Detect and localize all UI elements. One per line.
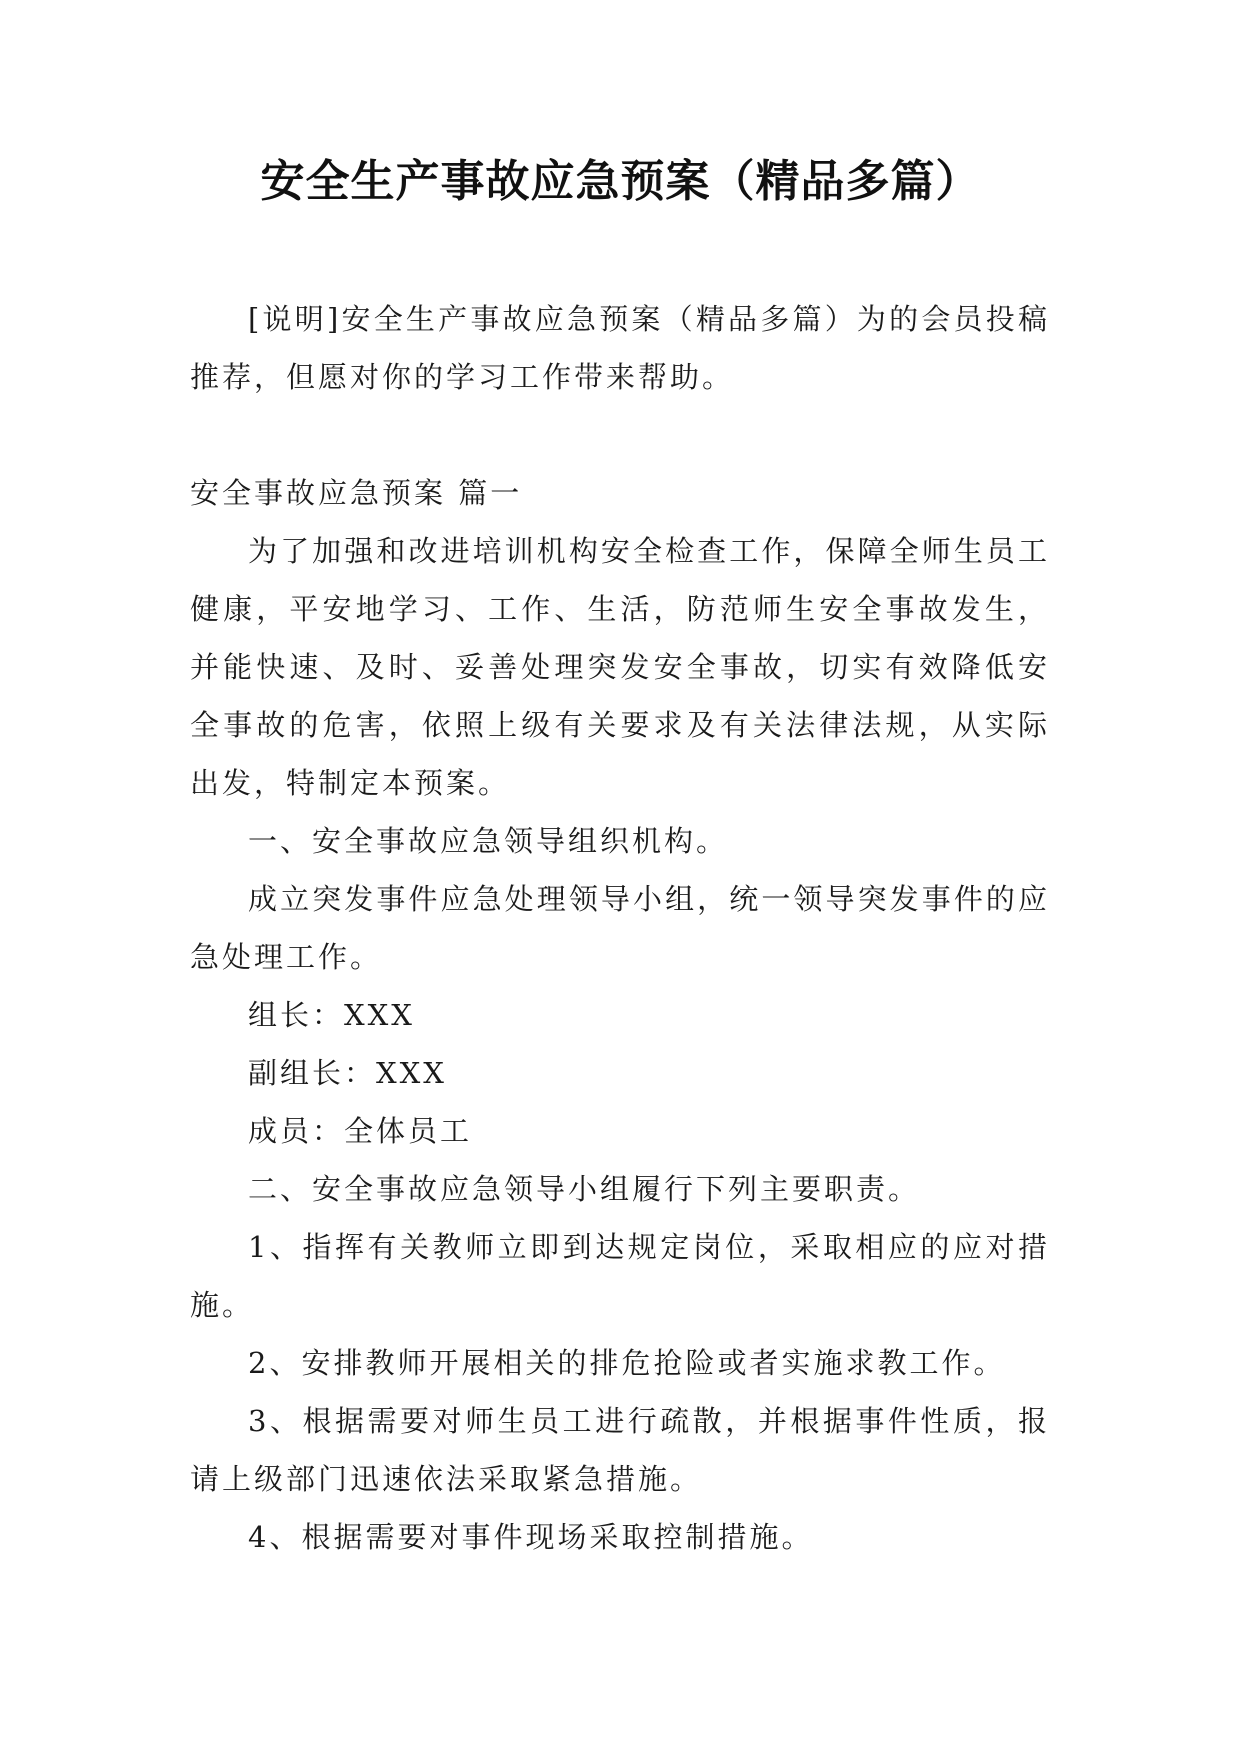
paragraph-duty-4: 4、根据需要对事件现场采取控制措施。 [248, 1520, 814, 1554]
paragraph-leader: 组长：XXX [248, 998, 415, 1032]
paragraph-org-desc: 成立突发事件应急处理领导小组，统一领导突发事件的应急处理工作。 [190, 882, 1050, 974]
document-body [190, 290, 1050, 1566]
document-title: 安全生产事故应急预案（精品多篇） [260, 156, 981, 207]
paragraph-org-heading: 一、安全事故应急领导组织机构。 [248, 824, 729, 858]
section-heading: 安全事故应急预案 篇一 [190, 476, 523, 510]
paragraph-duty-2: 2、安排教师开展相关的排危抢险或者实施求教工作。 [248, 1346, 1006, 1380]
paragraph-deputy-leader: 副组长：XXX [248, 1056, 447, 1090]
paragraph-duty-1: 1、指挥有关教师立即到达规定岗位，采取相应的应对措施。 [190, 1230, 1050, 1322]
intro-paragraph: [说明]安全生产事故应急预案（精品多篇）为的会员投稿推荐，但愿对你的学习工作带来帮助。 [190, 302, 1050, 394]
blank-line [190, 406, 1050, 464]
paragraph-purpose: 为了加强和改进培训机构安全检查工作，保障全师生员工健康，平安地学习、工作、生活，防范师生安全事故发生，并能快速、及时、妥善处理突发安全事故，切实有效降低安全事故的危害，依照上级有关要求及有关法律法规，从实际出发，特制定本预案。 [190, 534, 1050, 800]
paragraph-members: 成员：全体员工 [248, 1114, 473, 1148]
paragraph-duties-heading: 二、安全事故应急领导小组履行下列主要职责。 [248, 1172, 921, 1206]
paragraph-duty-3: 3、根据需要对师生员工进行疏散，并根据事件性质，报请上级部门迅速依法采取紧急措施。 [190, 1404, 1050, 1496]
